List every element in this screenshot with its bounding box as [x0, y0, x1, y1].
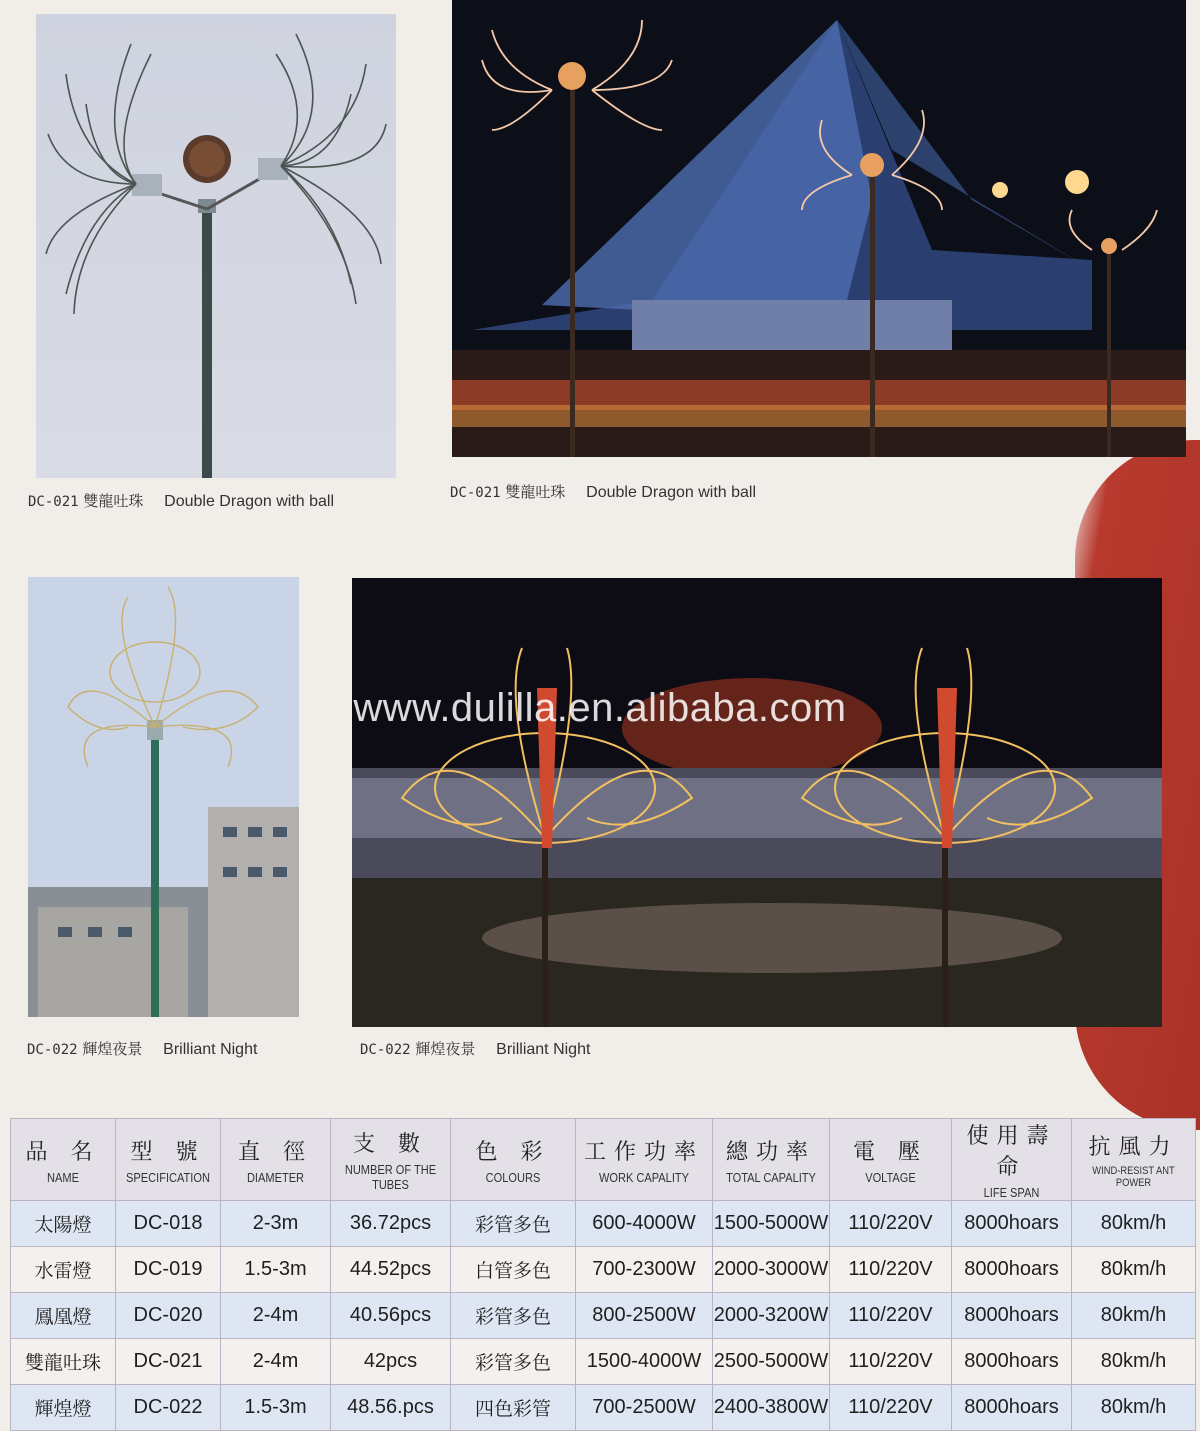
- table-cell: 48.56.pcs: [331, 1385, 451, 1431]
- header-diameter: 直 徑 DIAMETER: [221, 1119, 331, 1201]
- table-cell: 42pcs: [331, 1339, 451, 1385]
- table-cell: 彩管多色: [451, 1293, 576, 1339]
- table-cell: 80km/h: [1072, 1339, 1196, 1385]
- caption-top-right: DC-021 雙龍吐珠 Double Dragon with ball: [450, 483, 757, 501]
- header-total-capacity: 總功率 TOTAL CAPALITY: [713, 1119, 830, 1201]
- table-cell: 110/220V: [830, 1339, 952, 1385]
- table-cell: 彩管多色: [451, 1201, 576, 1247]
- header-work-capacity: 工作功率 WORK CAPALITY: [576, 1119, 713, 1201]
- table-cell: 8000hoars: [952, 1293, 1072, 1339]
- table-cell: 80km/h: [1072, 1293, 1196, 1339]
- table-cell: 白管多色: [451, 1247, 576, 1293]
- header-wind-resist: 抗風力 WIND-RESIST ANT POWER: [1072, 1119, 1196, 1201]
- table-cell: 110/220V: [830, 1293, 952, 1339]
- table-cell: 四色彩管: [451, 1385, 576, 1431]
- table-cell: 1500-5000W: [713, 1201, 830, 1247]
- table-cell: 600-4000W: [576, 1201, 713, 1247]
- table-cell: 2500-5000W: [713, 1339, 830, 1385]
- table-cell: 2-3m: [221, 1201, 331, 1247]
- photo-brilliant-night-day: [28, 577, 299, 1017]
- photo-brilliant-night-night: [352, 578, 1162, 1027]
- table-cell: DC-022: [116, 1385, 221, 1431]
- table-cell: 雙龍吐珠: [11, 1339, 116, 1385]
- table-cell: 2000-3000W: [713, 1247, 830, 1293]
- header-voltage: 電 壓 VOLTAGE: [830, 1119, 952, 1201]
- table-cell: 8000hoars: [952, 1339, 1072, 1385]
- table-cell: 700-2300W: [576, 1247, 713, 1293]
- table-cell: 太陽燈: [11, 1201, 116, 1247]
- header-life-span: 使用壽命 LIFE SPAN: [952, 1119, 1072, 1201]
- table-cell: 110/220V: [830, 1247, 952, 1293]
- table-cell: 2-4m: [221, 1339, 331, 1385]
- table-row: [11, 1339, 1196, 1385]
- table-cell: 110/220V: [830, 1385, 952, 1431]
- table-cell: 44.52pcs: [331, 1247, 451, 1293]
- table-cell: 2-4m: [221, 1293, 331, 1339]
- table-cell: DC-019: [116, 1247, 221, 1293]
- table-cell: 40.56pcs: [331, 1293, 451, 1339]
- table-cell: 鳳凰燈: [11, 1293, 116, 1339]
- table-cell: 1.5-3m: [221, 1247, 331, 1293]
- table-cell: 水雷燈: [11, 1247, 116, 1293]
- table-cell: DC-020: [116, 1293, 221, 1339]
- table-cell: 輝煌燈: [11, 1385, 116, 1431]
- header-tubes: 支 數 NUMBER OF THE TUBES: [331, 1119, 451, 1201]
- table-row: [11, 1293, 1196, 1339]
- table-cell: 80km/h: [1072, 1385, 1196, 1431]
- table-cell: DC-021: [116, 1339, 221, 1385]
- watermark: www.dulilla.en.alibaba.com: [353, 686, 847, 730]
- table-cell: 800-2500W: [576, 1293, 713, 1339]
- table-cell: 8000hoars: [952, 1247, 1072, 1293]
- spec-table: [10, 1118, 1196, 1431]
- table-header-row: [11, 1119, 1196, 1201]
- caption-bottom-left: DC-022 輝煌夜景 Brilliant Night: [27, 1040, 258, 1058]
- table-cell: 2400-3800W: [713, 1385, 830, 1431]
- photo-double-dragon-night: [452, 0, 1186, 457]
- table-cell: 2000-3200W: [713, 1293, 830, 1339]
- header-colours: 色 彩 COLOURS: [451, 1119, 576, 1201]
- table-cell: 彩管多色: [451, 1339, 576, 1385]
- table-cell: 36.72pcs: [331, 1201, 451, 1247]
- table-row: [11, 1247, 1196, 1293]
- caption-bottom-right: DC-022 輝煌夜景 Brilliant Night: [360, 1040, 591, 1058]
- table-cell: 110/220V: [830, 1201, 952, 1247]
- table-cell: 8000hoars: [952, 1385, 1072, 1431]
- table-cell: 8000hoars: [952, 1201, 1072, 1247]
- table-row: [11, 1201, 1196, 1247]
- photo-double-dragon-day: [36, 14, 396, 478]
- table-cell: 80km/h: [1072, 1247, 1196, 1293]
- header-name: 品 名 NAME: [11, 1119, 116, 1201]
- table-row: [11, 1385, 1196, 1431]
- table-cell: DC-018: [116, 1201, 221, 1247]
- header-specification: 型 號 SPECIFICATION: [116, 1119, 221, 1201]
- table-cell: 1500-4000W: [576, 1339, 713, 1385]
- caption-top-left: DC-021 雙龍吐珠 Double Dragon with ball: [28, 492, 335, 510]
- table-cell: 80km/h: [1072, 1201, 1196, 1247]
- table-cell: 700-2500W: [576, 1385, 713, 1431]
- table-cell: 1.5-3m: [221, 1385, 331, 1431]
